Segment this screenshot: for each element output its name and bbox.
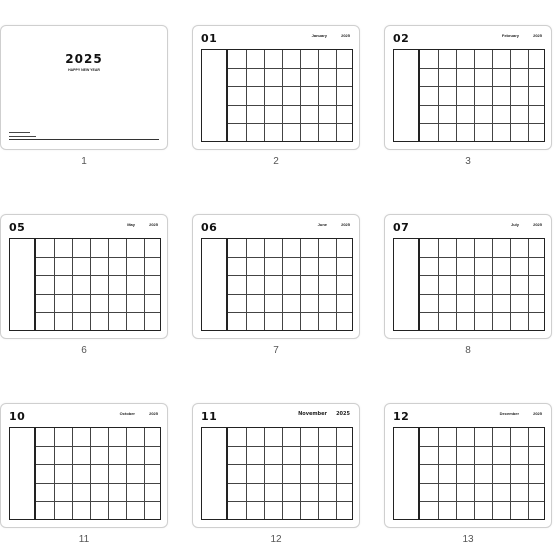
month-number: 07	[393, 221, 410, 234]
month-name: November	[298, 411, 327, 417]
grid-row-divider	[36, 294, 160, 295]
grid-column-divider	[246, 428, 247, 519]
grid-row-divider	[36, 257, 160, 258]
grid-row-divider	[228, 483, 352, 484]
month-year: 2025	[533, 33, 542, 38]
grid-row-divider	[420, 86, 544, 87]
grid-column-divider	[336, 239, 337, 330]
grid-row-divider	[36, 312, 160, 313]
page-number-12: 12	[270, 534, 282, 545]
calendar-grid	[227, 49, 353, 142]
month-number: 06	[201, 221, 218, 234]
month-name: October	[119, 411, 135, 416]
grid-column-divider	[246, 50, 247, 141]
grid-column-divider	[282, 428, 283, 519]
grid-row-divider	[420, 312, 544, 313]
grid-column-divider	[492, 50, 493, 141]
month-year: 2025	[341, 33, 350, 38]
grid-column-divider	[126, 428, 127, 519]
page-thumbnail-6[interactable]	[0, 214, 168, 339]
calendar-grid	[419, 238, 545, 331]
grid-column-divider	[528, 239, 529, 330]
grid-row-divider	[420, 105, 544, 106]
page-thumbnail-2[interactable]	[192, 25, 360, 150]
cover-fine-print: ▬▬▬▬▬▬▬ ▬▬▬▬▬▬▬▬▬	[9, 130, 36, 138]
month-year: 2025	[149, 411, 158, 416]
month-year: 2025	[149, 222, 158, 227]
grid-row-divider	[228, 257, 352, 258]
notes-column	[201, 238, 227, 331]
calendar-grid	[227, 427, 353, 520]
month-name: July	[510, 222, 519, 227]
month-number: 01	[201, 32, 218, 45]
page-number-2: 2	[273, 156, 279, 167]
grid-column-divider	[300, 428, 301, 519]
grid-column-divider	[264, 428, 265, 519]
month-name: December	[499, 411, 519, 416]
grid-row-divider	[228, 105, 352, 106]
grid-column-divider	[90, 239, 91, 330]
month-number: 11	[201, 410, 218, 423]
page-thumbnail-3[interactable]	[384, 25, 552, 150]
grid-column-divider	[90, 428, 91, 519]
grid-row-divider	[36, 464, 160, 465]
notes-column	[393, 427, 419, 520]
page-thumbnail-11[interactable]	[0, 403, 168, 528]
grid-column-divider	[144, 428, 145, 519]
month-name: May	[127, 222, 135, 227]
grid-row-divider	[420, 501, 544, 502]
grid-column-divider	[336, 50, 337, 141]
cover-divider	[9, 139, 159, 140]
page-number-7: 7	[273, 345, 279, 356]
grid-column-divider	[54, 239, 55, 330]
grid-column-divider	[510, 239, 511, 330]
grid-row-divider	[228, 294, 352, 295]
month-number: 05	[9, 221, 26, 234]
grid-column-divider	[264, 239, 265, 330]
grid-row-divider	[420, 446, 544, 447]
page-number-11: 11	[78, 534, 90, 545]
grid-column-divider	[456, 428, 457, 519]
grid-row-divider	[228, 501, 352, 502]
grid-column-divider	[300, 239, 301, 330]
notes-column	[393, 238, 419, 331]
month-name: February	[501, 33, 519, 38]
grid-column-divider	[474, 239, 475, 330]
grid-column-divider	[510, 428, 511, 519]
grid-column-divider	[72, 428, 73, 519]
month-name: January	[311, 33, 327, 38]
page-thumbnail-1[interactable]	[0, 25, 168, 150]
grid-column-divider	[282, 50, 283, 141]
page-number-13: 13	[462, 534, 474, 545]
grid-row-divider	[228, 464, 352, 465]
grid-row-divider	[36, 501, 160, 502]
month-number: 02	[393, 32, 410, 45]
grid-row-divider	[228, 275, 352, 276]
month-year: 2025	[533, 411, 542, 416]
grid-column-divider	[474, 50, 475, 141]
grid-column-divider	[438, 428, 439, 519]
grid-row-divider	[420, 68, 544, 69]
grid-column-divider	[336, 428, 337, 519]
grid-column-divider	[144, 239, 145, 330]
grid-column-divider	[456, 239, 457, 330]
page-thumbnail-8[interactable]	[384, 214, 552, 339]
month-year: 2025	[336, 411, 350, 417]
page-number-3: 3	[465, 156, 471, 167]
grid-column-divider	[528, 50, 529, 141]
grid-column-divider	[438, 239, 439, 330]
notes-column	[393, 49, 419, 142]
calendar-grid	[35, 427, 161, 520]
notes-column	[9, 238, 35, 331]
notes-column	[9, 427, 35, 520]
grid-column-divider	[246, 239, 247, 330]
grid-column-divider	[492, 239, 493, 330]
grid-row-divider	[420, 483, 544, 484]
month-year: 2025	[533, 222, 542, 227]
page-thumbnail-13[interactable]	[384, 403, 552, 528]
month-number: 10	[9, 410, 26, 423]
grid-column-divider	[264, 50, 265, 141]
notes-column	[201, 49, 227, 142]
calendar-grid	[419, 427, 545, 520]
grid-row-divider	[228, 86, 352, 87]
grid-column-divider	[318, 239, 319, 330]
grid-row-divider	[420, 257, 544, 258]
grid-column-divider	[456, 50, 457, 141]
grid-row-divider	[420, 123, 544, 124]
page-thumbnail-7[interactable]	[192, 214, 360, 339]
grid-row-divider	[228, 68, 352, 69]
grid-row-divider	[228, 123, 352, 124]
notes-column	[201, 427, 227, 520]
grid-column-divider	[108, 428, 109, 519]
grid-column-divider	[438, 50, 439, 141]
month-year: 2025	[341, 222, 350, 227]
page-thumbnail-12[interactable]	[192, 403, 360, 528]
grid-row-divider	[228, 312, 352, 313]
grid-column-divider	[108, 239, 109, 330]
grid-column-divider	[474, 428, 475, 519]
grid-column-divider	[300, 50, 301, 141]
grid-row-divider	[420, 464, 544, 465]
cover-subtitle: HAPPY NEW YEAR	[68, 68, 100, 72]
page-number-1: 1	[81, 156, 87, 167]
calendar-grid	[35, 238, 161, 331]
grid-row-divider	[420, 294, 544, 295]
grid-row-divider	[36, 446, 160, 447]
grid-row-divider	[420, 275, 544, 276]
month-number: 12	[393, 410, 410, 423]
month-name: June	[317, 222, 327, 227]
grid-column-divider	[528, 428, 529, 519]
grid-column-divider	[282, 239, 283, 330]
grid-column-divider	[72, 239, 73, 330]
grid-row-divider	[228, 446, 352, 447]
cover-year: 2025	[65, 52, 103, 66]
grid-column-divider	[492, 428, 493, 519]
grid-column-divider	[318, 50, 319, 141]
grid-column-divider	[510, 50, 511, 141]
page-number-8: 8	[465, 345, 471, 356]
calendar-grid	[227, 238, 353, 331]
grid-row-divider	[36, 275, 160, 276]
grid-row-divider	[36, 483, 160, 484]
page-number-6: 6	[81, 345, 87, 356]
grid-column-divider	[318, 428, 319, 519]
grid-column-divider	[126, 239, 127, 330]
calendar-grid	[419, 49, 545, 142]
grid-column-divider	[54, 428, 55, 519]
